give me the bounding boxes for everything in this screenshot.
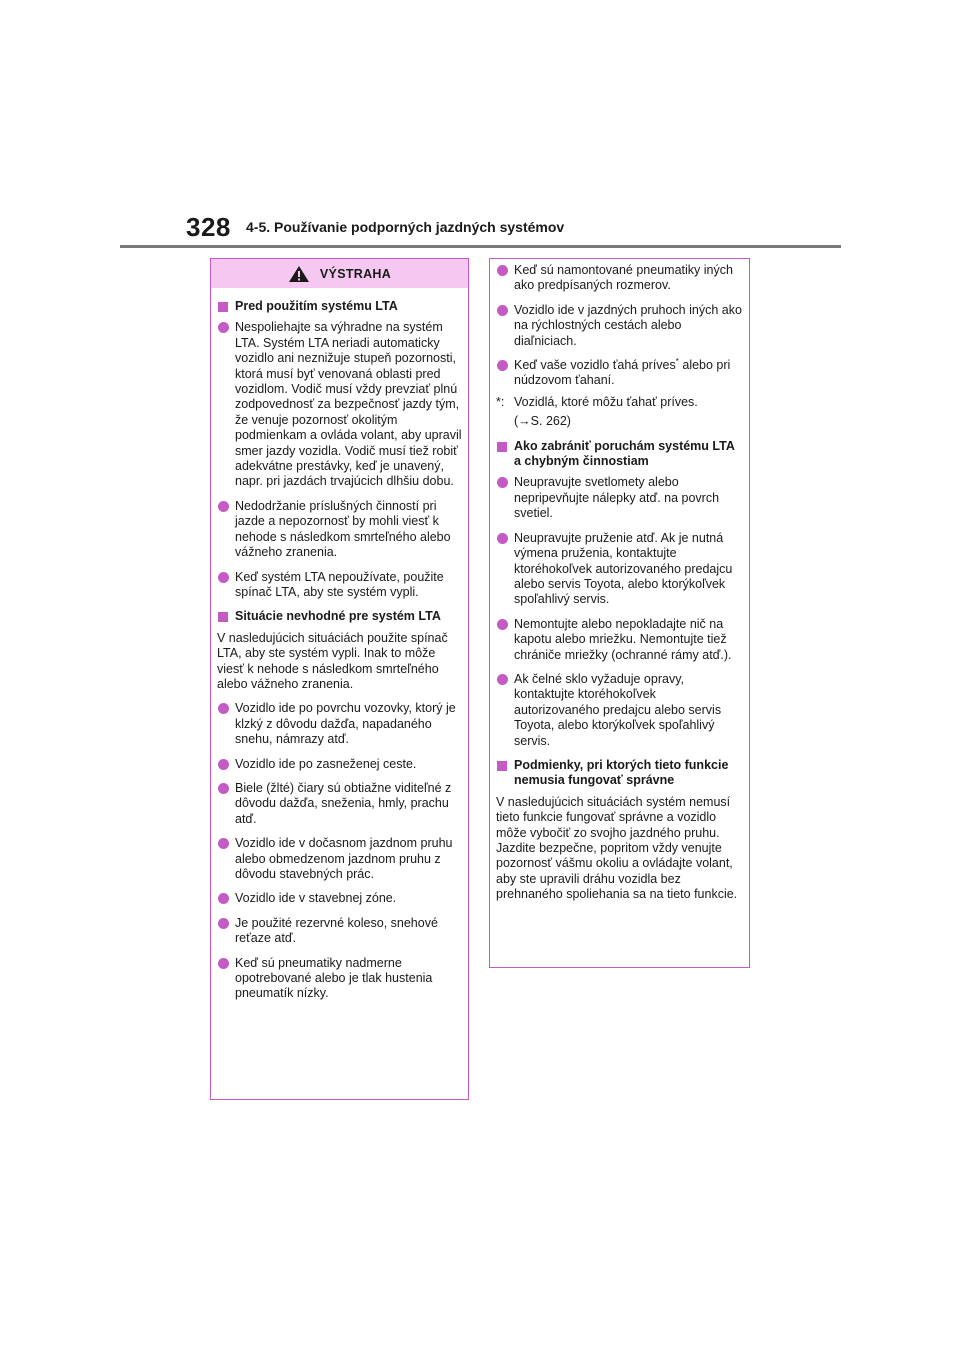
list-item bbox=[496, 358, 743, 389]
page-number: 328 bbox=[186, 212, 231, 242]
footnote-text: Vozidlá, ktoré môžu ťahať príves. bbox=[514, 394, 698, 409]
list-item: Nespoliehajte sa výhradne na systém LTA. Systém LTA neriadi automaticky vozidlo ani neznižuje stupeň pozornosti, ktorá musí byť venovaná oblasti pred vozidlom. Vodič musí vždy prevziať plnú zodpovednosť za bezpečnosť jazdy tým, že venuje pozornosť okolitým podmienkam a ovláda volant, aby upravil smer jazdy vozidla. Vodič musí tiež robiť adekvátne prestávky, keď je unavený, napr. pri jazdách trvajúcich dlhšiu dobu. bbox=[217, 320, 462, 489]
list-item: Nemontujte alebo nepokladajte nič na kapotu alebo mriežku. Nemontujte tiež chrániče mriežky (ochranné rámy atď.). bbox=[496, 617, 743, 663]
warning-content-right bbox=[490, 259, 749, 903]
paragraph: V nasledujúcich situáciách použite spínač LTA, aby ste systém vypli. Inak to môže viesť k nehode s následkom smrteľného alebo vážneho zranenia. bbox=[217, 630, 448, 691]
list-item: Vozidlo ide v jazdných pruhoch iných ako na rýchlostných cestách alebo diaľniciach. bbox=[496, 303, 743, 349]
list-item: Nedodržanie príslušných činností pri jazde a nepozornosť by mohli viesť k nehode s následkom smrteľného alebo vážneho zranenia. bbox=[217, 499, 462, 561]
warning-title: VÝSTRAHA bbox=[319, 266, 392, 281]
section-title: Pred použitím systému LTA bbox=[217, 299, 462, 314]
list-item: Je použité rezervné koleso, snehové reťaze atď. bbox=[217, 916, 462, 947]
paragraph: V nasledujúcich situáciách systém nemusí tieto funkcie fungovať správne a vozidlo môže vybočiť zo svojho jazdného pruhu. Jazdite bezpečne, popritom vždy venujte pozornosť vášmu okoliu a ovládajte volant, aby ste upravili dráhu vozidla bez prehnaného spoliehania sa na tieto funkcie. bbox=[496, 794, 738, 902]
footnote-marker: * bbox=[675, 356, 679, 366]
list-item: Keď systém LTA nepoužívate, použite spínač LTA, aby ste systém vypli. bbox=[217, 570, 462, 601]
list-item: Keď sú namontované pneumatiky iných ako predpísaných rozmerov. bbox=[496, 263, 743, 294]
list-item: Neupravujte pruženie atď. Ak je nutná výmena pruženia, kontaktujte ktoréhokoľvek autorizovaného predajcu alebo servis Toyota, alebo ktorýkoľvek spoľahlivý servis. bbox=[496, 531, 743, 608]
list-item: Keď sú pneumatiky nadmerne opotrebované alebo je tlak hustenia pneumatík nízky. bbox=[217, 956, 462, 1002]
warning-header bbox=[211, 259, 468, 288]
warning-box-right bbox=[489, 258, 750, 968]
list-item: Vozidlo ide v stavebnej zóne. bbox=[217, 891, 462, 906]
chapter-title: 4-5. Používanie podporných jazdných systémov bbox=[246, 219, 565, 235]
footnote-mark: *: bbox=[496, 394, 505, 409]
page-reference: (→S. 262) bbox=[514, 414, 571, 429]
section-title: Situácie nevhodné pre systém LTA bbox=[217, 609, 462, 624]
list-item-text: Keď vaše vozidlo ťahá príves bbox=[514, 358, 676, 373]
list-item: Neupravujte svetlomety alebo nepripevňujte nálepky atď. na povrch svetiel. bbox=[496, 475, 743, 521]
warning-content-left bbox=[211, 288, 468, 1002]
list-item-text: alebo pri núdzovom ťahaní. bbox=[514, 358, 731, 388]
section-title: Ako zabrániť poruchám systému LTA a chybným činnostiam bbox=[496, 439, 743, 470]
list-item: Vozidlo ide po zasneženej ceste. bbox=[217, 757, 462, 772]
footnote bbox=[496, 395, 743, 410]
list-item: Vozidlo ide v dočasnom jazdnom pruhu alebo obmedzenom jazdnom pruhu z dôvodu stavebných prác. bbox=[217, 836, 462, 882]
header-divider bbox=[120, 245, 841, 248]
list-item: Biele (žlté) čiary sú obtiažne viditeľné z dôvodu dažďa, sneženia, hmly, prachu atď. bbox=[217, 781, 462, 827]
warning-triangle-icon bbox=[288, 265, 310, 283]
section-title: Podmienky, pri ktorých tieto funkcie nemusia fungovať správne bbox=[496, 758, 743, 789]
list-item: Ak čelné sklo vyžaduje opravy, kontaktujte ktoréhokoľvek autorizovaného predajcu alebo servis Toyota, alebo ktorýkoľvek spoľahlivý servis. bbox=[496, 672, 743, 749]
list-item: Vozidlo ide po povrchu vozovky, ktorý je klzký z dôvodu dažďa, napadaného snehu, námrazy atď. bbox=[217, 701, 462, 747]
warning-box-left bbox=[210, 258, 469, 1100]
